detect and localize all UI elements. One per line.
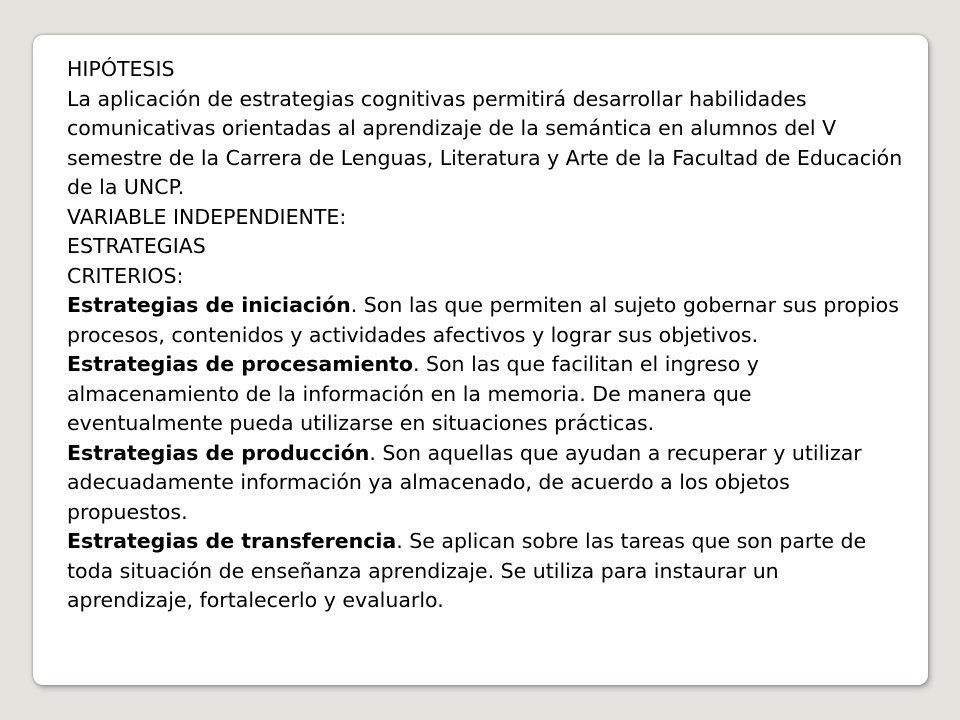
hypothesis-text: La aplicación de estrategias cognitivas permitirá desarrollar habilidades comunicativas orientadas al aprendizaje de la semántica en alumnos del V semestre de la Carrera de Lenguas, Literatura y Arte de la Facultad de Educación de la UNCP. [67,86,903,199]
strategy-item-procesamiento [67,350,907,439]
criteria-label: CRITERIOS: [67,263,184,288]
slide-content [67,55,907,616]
strategy-item-iniciacion [67,291,907,350]
variable-name: ESTRATEGIAS [67,234,206,258]
slide-card [33,35,928,685]
variable-label: VARIABLE INDEPENDIENTE: [67,204,347,229]
strategy-description: . Se aplican sobre las tareas que son parte de toda situación de enseñanza aprendizaje. Se utiliza para instaurar un aprendizaje, fortalecerlo y evaluarlo. [67,529,867,612]
strategy-description: . Son las que permiten al sujeto gobernar sus propios procesos, contenidos y actividades afectivos y lograr sus objetivos. [67,293,899,347]
strategy-item-produccion [67,439,907,528]
strategy-term: Estrategias de transferencia [67,529,397,553]
strategy-item-transferencia [67,527,907,616]
strategy-term: Estrategias de iniciación [67,293,351,317]
strategy-description: . Son aquellas que ayudan a recuperar y utilizar adecuadamente información ya almacenado, de acuerdo a los objetos propuestos. [67,440,862,524]
strategy-term: Estrategias de procesamiento [67,352,413,376]
strategy-term: Estrategias de producción [67,440,370,465]
heading-hipotesis: HIPÓTESIS [67,57,175,81]
strategy-description: . Son las que facilitan el ingreso y almacenamiento de la información en la memoria. De manera que eventualmente pueda utilizarse en situaciones prácticas. [67,352,759,435]
